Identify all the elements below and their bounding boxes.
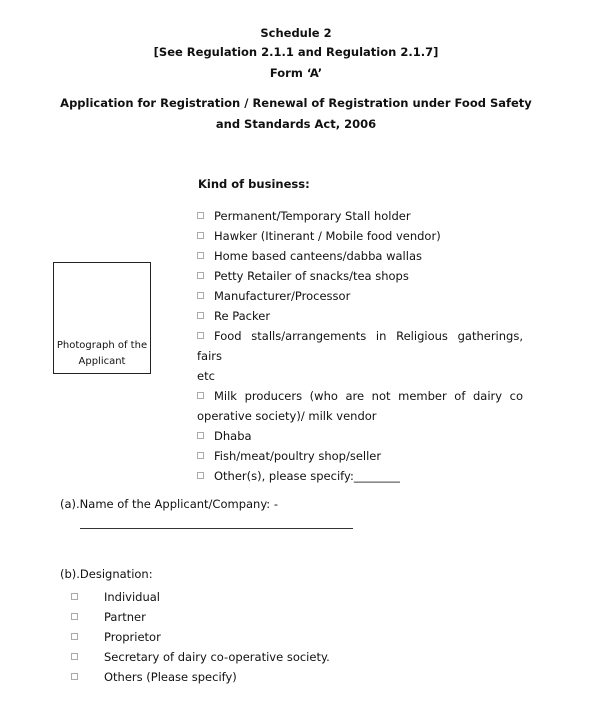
photograph-label-line1: Photograph of the [56,340,148,351]
checkbox[interactable] [197,232,204,239]
business-option-label: Fish/meat/poultry shop/seller [214,449,382,463]
checkbox[interactable] [197,472,204,479]
list-item-continuation: etc [197,369,215,383]
list-item[interactable] [197,286,523,306]
checkbox[interactable] [71,653,78,660]
list-item[interactable] [197,266,523,286]
list-item[interactable] [197,386,523,406]
list-item[interactable] [197,226,523,246]
list-item[interactable] [197,206,523,226]
designation-option-label: Partner [104,610,146,624]
checkbox[interactable] [197,452,204,459]
list-item[interactable] [197,446,523,466]
checkbox[interactable] [71,633,78,640]
list-item[interactable] [197,326,523,366]
business-type-list [197,206,523,486]
checkbox[interactable] [71,673,78,680]
business-option-label: Food stalls/arrangements in Religious gatherings, fairs [197,329,523,363]
checkbox[interactable] [71,593,78,600]
checkbox[interactable] [197,392,204,399]
designation-option-label: Individual [104,590,161,604]
kind-of-business-heading: Kind of business: [198,177,310,191]
regulation-reference: [See Regulation 2.1.1 and Regulation 2.1.7] [153,45,439,59]
designation-option-label: Proprietor [104,630,161,644]
business-option-label: Dhaba [214,429,252,443]
form-title: Form ‘A’ [269,66,323,80]
designation-list [71,587,330,687]
designation-label: (b).Designation: [60,567,153,581]
business-option-label: Re Packer [214,309,271,323]
checkbox[interactable] [71,613,78,620]
business-option-label: Hawker (Itinerant / Mobile food vendor) [214,229,441,243]
list-item[interactable] [197,466,523,486]
photograph-label-line2: Applicant [78,356,126,367]
checkbox[interactable] [197,432,204,439]
schedule-title: Schedule 2 [260,26,332,40]
designation-option-label: Others (Please specify) [104,670,237,684]
photograph-box[interactable] [53,262,151,374]
business-option-label: Petty Retailer of snacks/tea shops [214,269,409,283]
list-item[interactable] [197,306,523,326]
checkbox[interactable] [197,212,204,219]
designation-option-label: Secretary of dairy co-operative society. [104,650,330,664]
list-item[interactable] [71,587,330,607]
application-title-line1: Application for Registration / Renewal of Registration under Food Safety [60,96,532,110]
list-item-continuation: operative society)/ milk vendor [197,409,377,423]
list-item[interactable] [71,627,330,647]
business-option-label: Manufacturer/Processor [214,289,351,303]
checkbox[interactable] [197,272,204,279]
applicant-name-label: (a).Name of the Applicant/Company: - [60,497,278,511]
checkbox[interactable] [197,252,204,259]
list-item[interactable] [71,607,330,627]
business-option-label: Permanent/Temporary Stall holder [214,209,411,223]
checkbox[interactable] [197,292,204,299]
application-title-line2: and Standards Act, 2006 [215,117,377,131]
checkbox[interactable] [197,332,204,339]
list-item[interactable] [71,667,330,687]
business-option-label: Other(s), please specify:________ [214,469,400,483]
list-item[interactable] [197,426,523,446]
list-item[interactable] [197,246,523,266]
applicant-name-field[interactable] [80,528,353,529]
business-option-label: Milk producers (who are not member of dairy co [214,389,523,403]
checkbox[interactable] [197,312,204,319]
list-item[interactable] [71,647,330,667]
business-option-label: Home based canteens/dabba wallas [214,249,422,263]
